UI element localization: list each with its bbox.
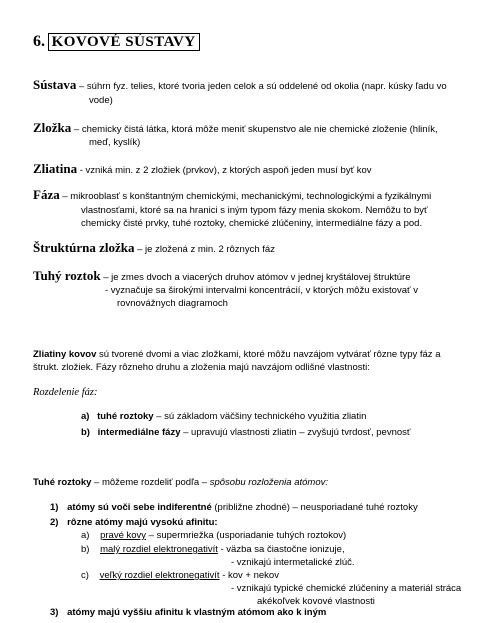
definition-term: Tuhý roztok	[33, 268, 101, 283]
sub-label: veľký rozdiel elektronegativít	[99, 570, 220, 581]
solid-solutions-text: – môžeme rozdeliť podľa –	[91, 477, 210, 488]
item-marker: 3)	[50, 607, 59, 618]
solid-solutions-term: Tuhé roztoky	[33, 477, 92, 488]
phase-term: intermediálne fázy	[97, 427, 181, 438]
solid-solution-item	[50, 607, 326, 620]
sub-desc: – supermriežka (usporiadanie tuhých roztokov)	[146, 530, 347, 541]
definition-zlozka	[33, 122, 438, 137]
item-rest: (približne zhodné) – neusporiadané tuhé roztoky	[211, 502, 418, 513]
phase-term: tuhé roztoky	[97, 411, 154, 422]
sub-label: malý rozdiel elektronegativít	[100, 544, 218, 555]
sub-item	[81, 530, 346, 543]
definition-faza	[33, 189, 431, 204]
sub-marker: c)	[81, 570, 89, 581]
title-text: KOVOVÉ SÚSTAVY	[48, 33, 200, 51]
item-bold: atómy sú voči sebe indiferentné	[67, 502, 212, 513]
phase-marker: a)	[81, 411, 90, 422]
sub-desc: - väzba sa čiastočne ionizuje,	[217, 544, 345, 555]
definition-text: – je zložená z min. 2 rôznych fáz	[134, 244, 275, 255]
page-title	[33, 33, 200, 51]
item-marker: 2)	[50, 517, 59, 528]
sub-label: pravé kovy	[100, 530, 147, 541]
definition-text-cont: - vyznačuje sa širokými intervalmi koncentrácií, v ktorých môžu existovať v	[105, 285, 418, 296]
item-bold: rôzne atómy majú vysokú afinitu:	[67, 517, 218, 528]
sub-item-cont: - vznikajú intermetalické zlúč.	[231, 557, 355, 568]
phase-heading: Rozdelenie fáz:	[33, 387, 98, 398]
definition-zliatina	[33, 163, 372, 178]
alloys-text: sú tvorené dvomi a viac zložkami, ktoré môžu navzájom vytvárať rôzne typy fáz a	[96, 349, 441, 360]
alloys-term: Zliatiny kovov	[33, 349, 97, 360]
definition-text-cont: rovnovážnych diagramoch	[117, 298, 228, 309]
definition-tuhy-roztok	[33, 270, 411, 285]
definition-text: - vzniká min. z 2 zložiek (prvkov), z ktorých aspoň jeden musí byť kov	[77, 165, 372, 176]
definition-text-cont: vode)	[89, 95, 113, 106]
sub-marker: b)	[81, 544, 90, 555]
solid-solutions-intro	[33, 477, 328, 490]
definition-term: Štruktúrna zložka	[33, 240, 135, 255]
definition-text: – chemicky čistá látka, ktorá môže meniť skupenstvo ale nie chemické zloženie (hliník,	[71, 124, 438, 135]
definition-text-cont: meď, kyslík)	[89, 137, 141, 148]
definition-term: Fáza	[33, 187, 60, 202]
sub-item	[81, 570, 279, 583]
definition-text: – mikrooblasť s konštantným chemickými, mechanickými, technologickými a fyzikálnymi	[59, 191, 432, 202]
solid-solution-item	[50, 517, 218, 530]
definition-strukturna-zlozka	[33, 242, 275, 257]
sub-item-cont: - vznikajú typické chemické zlúčeniny a materiál stráca	[231, 583, 462, 594]
phase-desc: – sú základom väčšiny technického využitia zliatin	[153, 411, 367, 422]
solid-solution-item	[50, 502, 418, 515]
item-marker: 1)	[50, 502, 59, 513]
sub-item	[81, 544, 345, 557]
phase-item	[81, 411, 366, 424]
phase-marker: b)	[81, 427, 90, 438]
definition-term: Zložka	[33, 120, 72, 135]
definition-text: – súhrn fyz. telies, ktoré tvoria jeden celok a sú oddelené od okolia (napr. kúsky ľadu vo	[76, 81, 447, 92]
phase-item	[81, 427, 410, 440]
alloys-text-cont: štrukt. zložiek. Fázy rôzneho druhu a zloženia majú navzájom odlišné vlastnosti:	[33, 362, 370, 373]
sub-marker: a)	[81, 530, 90, 541]
definition-term: Zliatina	[33, 161, 78, 176]
sub-desc: - kov + nekov	[219, 570, 279, 581]
definition-text-cont: vlastnosťami, ktoré sa na hranici s iným typom fázy menia skokom. Nemôžu to byť	[81, 205, 428, 216]
title-number: 6.	[33, 33, 45, 50]
definition-sustava	[33, 79, 447, 94]
definition-term: Sústava	[33, 77, 77, 92]
definition-text-cont: chemicky čisté prvky, tuhé roztoky, chemické zlúčeniny, intermediálne fázy a pod.	[81, 218, 423, 229]
phase-desc: – upravujú vlastnosti zliatin – zvyšujú tvrdosť, pevnosť	[180, 427, 411, 438]
alloys-paragraph	[33, 349, 440, 362]
sub-item-cont: akékoľvek kovové vlastnosti	[257, 596, 375, 607]
item-bold: atómy majú vyššiu afinitu k vlastným atómom ako k iným	[67, 607, 327, 618]
solid-solutions-italic: spôsobu rozloženia atómov:	[209, 477, 329, 488]
definition-text: – je zmes dvoch a viacerých druhov atómov v jednej kryštálovej štruktúre	[100, 272, 411, 283]
